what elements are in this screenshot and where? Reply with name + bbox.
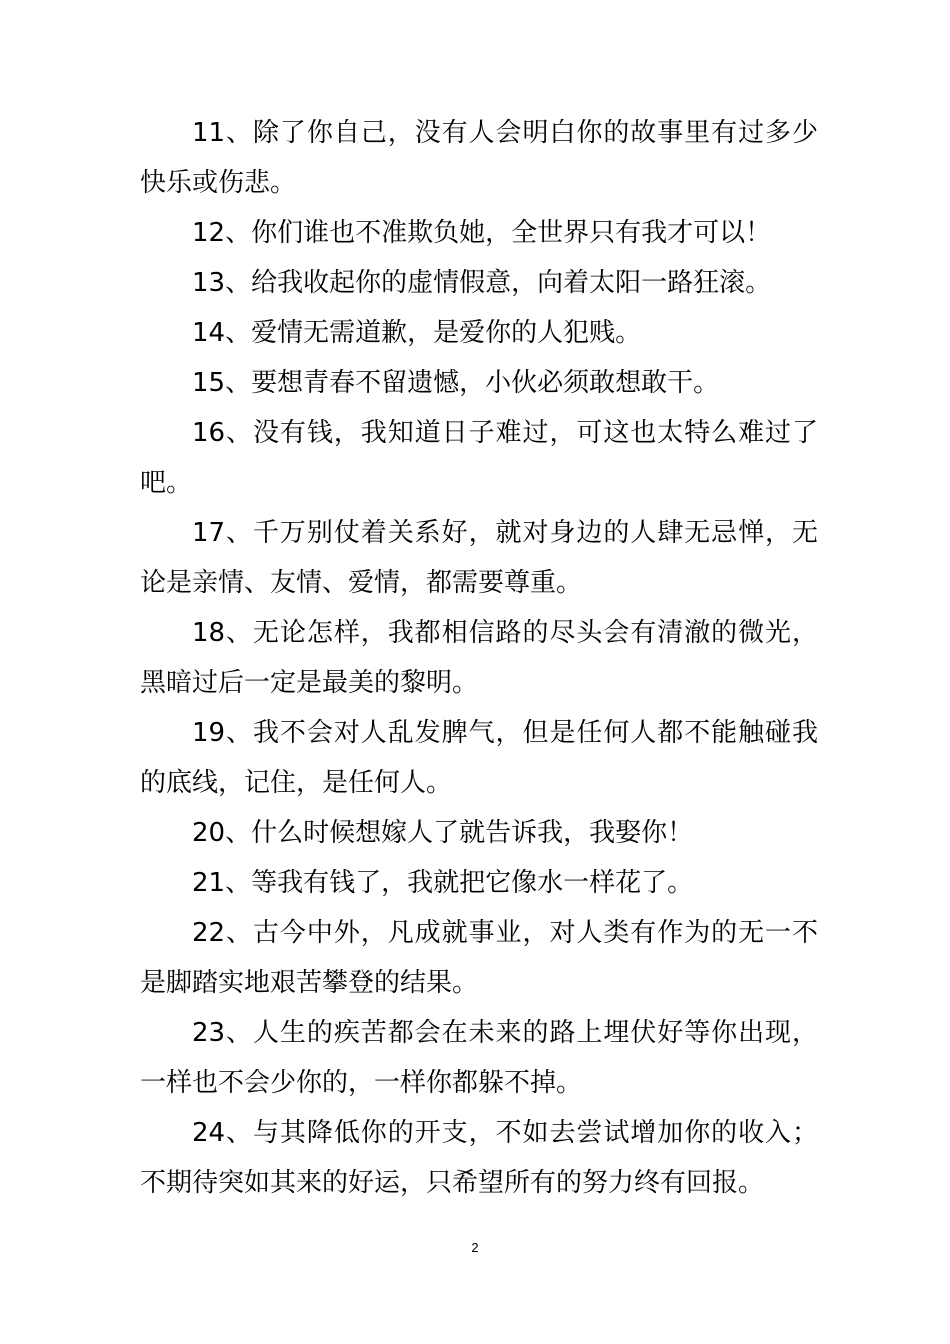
quote-entry-24: 24、与其降低你的开支，不如去尝试增加你的收入；不期待突如其来的好运，只希望所有的努力终有回报。: [140, 1118, 818, 1198]
quote-entry-13: 13、给我收起你的虚情假意，向着太阳一路狂滚。: [192, 268, 772, 298]
quote-entry-17: 17、千万别仗着关系好，就对身边的人肆无忌惮，无论是亲情、友情、爱情，都需要尊重。: [140, 518, 818, 598]
quote-entry-14: 14、爱情无需道歉，是爱你的人犯贱。: [192, 318, 642, 348]
page-number: 2: [471, 1240, 479, 1255]
document-body: [140, 108, 818, 1208]
quote-entry-19: 19、我不会对人乱发脾气，但是任何人都不能触碰我的底线，记住，是任何人。: [140, 718, 818, 798]
quote-entry-22: 22、古今中外，凡成就事业，对人类有作为的无一不是脚踏实地艰苦攀登的结果。: [140, 918, 818, 998]
quote-entry-16: 16、没有钱，我知道日子难过，可这也太特么难过了吧。: [140, 418, 818, 498]
quote-entry-11: 11、除了你自己，没有人会明白你的故事里有过多少快乐或伤悲。: [140, 118, 818, 198]
quote-entry-15: 15、要想青春不留遗憾，小伙必须敢想敢干。: [192, 368, 720, 398]
quote-entry-12: 12、你们谁也不准欺负她，全世界只有我才可以！: [192, 218, 772, 248]
quote-entry-23: 23、人生的疾苦都会在未来的路上埋伏好等你出现，一样也不会少你的，一样你都躲不掉。: [140, 1018, 818, 1098]
quote-entry-21: 21、等我有钱了，我就把它像水一样花了。: [192, 868, 694, 898]
quote-entry-18: 18、无论怎样，我都相信路的尽头会有清澈的微光，黑暗过后一定是最美的黎明。: [140, 618, 818, 698]
quote-entry-20: 20、什么时候想嫁人了就告诉我，我娶你！: [192, 818, 694, 848]
